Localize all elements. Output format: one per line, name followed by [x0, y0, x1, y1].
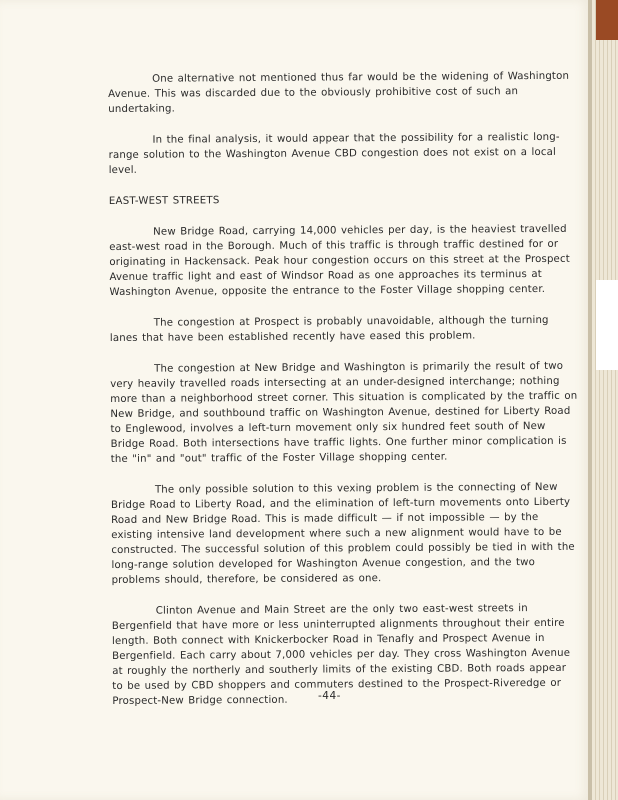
paragraph-new-bridge-road: New Bridge Road, carrying 14,000 vehicles per day, is the heaviest travelled east-west road in the Borough. Much of this traffic is through traffic destined for or originating in Hackensack. Peak hour congestion occurs on this street at the Prospect Avenue traffic light and east of Windsor Road as one approaches its terminus at Washington Avenue, opposite the entrance to the Foster Village shopping center.: [109, 223, 570, 298]
page-stack-edges: [592, 0, 618, 800]
paragraph-clinton-main-street: Clinton Avenue and Main Street are the only two east-west streets in Bergenfield that have more or less uninterrupted alignments throughout their entire length. Both connect with Knickerbocker Road in Tenafly and Prospect Avenue in Bergenfield. Each carry about 7,000 vehicles per day. They cross Washington Avenue at roughly the northerly and southerly limits of the existing CBD. Both roads appear to be used by CBD shoppers and commuters destined to the Prospect-Riveredge or Prospect-New Bridge connection.: [111, 603, 571, 707]
section-heading-east-west-streets: EAST-WEST STREETS: [108, 195, 220, 207]
page-edge-blank: [596, 280, 618, 370]
paragraph-widening-alternative: One alternative not mentioned thus far would be the widening of Washington Avenue. This was discarded due to the obviously prohibitive cost of such an undertaking.: [108, 70, 570, 115]
paragraph-prospect-congestion: The congestion at Prospect is probably unavoidable, although the turning lanes that have been established recently have eased this problem.: [109, 314, 549, 344]
paragraph-final-analysis: In the final analysis, it would appear that the possibility for a realistic long-range solution to the Washington Avenue CBD congestion does not exist on a local level.: [108, 131, 560, 176]
document-body: [108, 69, 580, 709]
binding-corner: [596, 0, 618, 40]
paragraph-possible-solution: The only possible solution to this vexing problem is the connecting of New Bridge Road to Liberty Road, and the elimination of left-turn movements onto Liberty Road and New Bridge Road. This is made difficult — if not impossible — by the existing intensive land development where such a new alignment would have to be constructed. The successful solution of this problem could possibly be tied in with the long-range solution developed for Washington Avenue congestion, and the two problems should, therefore, be considered as one.: [110, 481, 575, 586]
page-number: -44-: [318, 690, 341, 702]
paragraph-new-bridge-washington: The congestion at New Bridge and Washington is primarily the result of two very heavily travelled roads intersecting at an under-designed interchange; nothing more than a neighborhood street corner. This situation is complicated by the traffic on New Bridge, and southbound traffic on Washington Avenue, destined for Liberty Road to Englewood, involves a left-turn movement only six hundred feet south of New Bridge Road. Both intersections have traffic lights. One further minor complication is the "in" and "out" traffic of the Foster Village shopping center.: [110, 360, 578, 465]
